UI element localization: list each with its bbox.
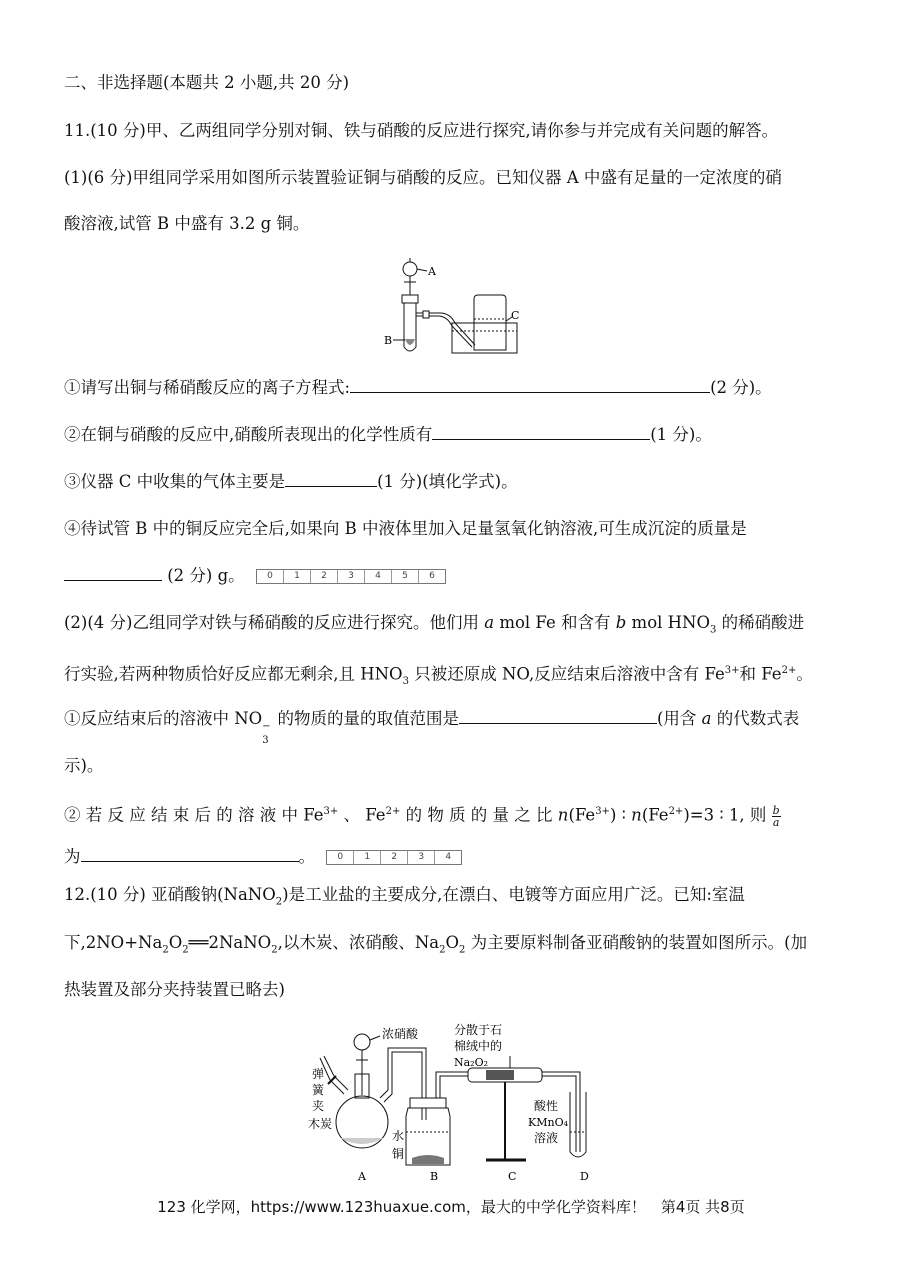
scale1-cell[interactable]: 1 bbox=[284, 570, 311, 583]
q11-sub2-score: (1 分)。 bbox=[650, 425, 712, 444]
scale1-cell[interactable]: 5 bbox=[392, 570, 419, 583]
page-footer: 123 化学网，https://www.123huaxue.com，最大的中学化学资料库！ 第4页 共8页 bbox=[157, 1198, 745, 1216]
label-solution: 溶液 bbox=[534, 1131, 559, 1145]
q11-apparatus-figure bbox=[380, 255, 530, 365]
label-asbestos-1: 分散于石 bbox=[454, 1023, 503, 1037]
q11-part2-sub2-line1: ② 若 反 应 结 束 后 的 溶 液 中 $Fe^{3+}$ 、 $Fe^{2+}$ 的 物 质 的 量 之 比 $n(Fe^{3+})$ ∶ $n(Fe^{2+})=3$ ∶ 1, 则 $\frac{b}{a}$ bbox=[64, 803, 780, 829]
q11-sub4-line1: ④待试管 B 中的铜反应完全后,如果向 B 中液体里加入足量氢氧化钠溶液,可生成沉淀的质量是 bbox=[64, 519, 747, 538]
q11-sub3-score: (1 分)(填化学式)。 bbox=[377, 472, 518, 491]
q12-line3: 热装置及部分夹持装置已略去) bbox=[64, 980, 285, 999]
label-a: A bbox=[428, 265, 436, 278]
q11-sub1 bbox=[64, 376, 772, 399]
scale1-cell[interactable]: 2 bbox=[311, 570, 338, 583]
q12-apparatus-figure bbox=[300, 1020, 620, 1185]
q11-part2-sub2-answer-blank[interactable] bbox=[81, 845, 299, 862]
q11-sub4-answer-blank[interactable] bbox=[64, 564, 162, 581]
fraction-b-over-a: $\frac{b}{a}$ bbox=[772, 803, 780, 829]
score-scale-2 bbox=[326, 850, 462, 865]
scale2-cell[interactable]: 0 bbox=[327, 851, 354, 864]
label-asbestos-2: 棉绒中的 bbox=[454, 1039, 503, 1053]
label-na2o2: Na₂O₂ bbox=[454, 1056, 489, 1069]
scale1-cell[interactable]: 6 bbox=[429, 571, 435, 581]
q11-part2-sub1-answer-blank[interactable] bbox=[459, 707, 657, 724]
label-c: C bbox=[508, 1170, 517, 1183]
scale2-cell[interactable]: 1 bbox=[354, 851, 381, 864]
label-copper: 铜 bbox=[392, 1147, 405, 1161]
q11-sub4-score: (2 分) g。 bbox=[167, 566, 245, 585]
q11-sub1-answer-blank[interactable] bbox=[350, 376, 710, 393]
q11-sub1-score: (2 分)。 bbox=[710, 378, 772, 397]
q12-line1: 12.(10 分) 亚硝酸钠(NaNO$_2$)是工业盐的主要成分,在漂白、电镀等方面应用广泛。已知:室温 bbox=[64, 885, 745, 908]
q11-part2-line1: (2)(4 分)乙组同学对铁与稀硝酸的反应进行探究。他们用 a mol Fe 和含有 b mol $HNO_3$ 的稀硝酸进 bbox=[64, 613, 805, 636]
scale1-cell[interactable]: 4 bbox=[365, 570, 392, 583]
q12-line2: 下$,2NO+Na_2O_2══2NaNO_2$,以木炭、浓硝酸、$Na_2O_2$ 为主要原料制备亚硝酸钠的装置如图所示。(加 bbox=[64, 933, 808, 956]
label-kmno4: KMnO₄ bbox=[528, 1116, 568, 1129]
q11-part2-sub1-line2: 示)。 bbox=[64, 756, 104, 775]
label-clip-1: 弹 bbox=[312, 1067, 325, 1081]
q11-sub2-text: ②在铜与硝酸的反应中,硝酸所表现出的化学性质有 bbox=[64, 425, 433, 444]
scale1-cell[interactable]: 3 bbox=[338, 570, 365, 583]
label-water: 水 bbox=[392, 1129, 405, 1143]
q11-sub3-answer-blank[interactable] bbox=[285, 470, 377, 487]
q11-part1-line2: 酸溶液,试管 B 中盛有 3.2 g 铜。 bbox=[64, 214, 310, 233]
q11-sub4-line2 bbox=[64, 564, 446, 587]
q11-part2-sub2-line2: 为 。 0 1 2 3 4 bbox=[64, 845, 462, 868]
label-b: B bbox=[430, 1170, 439, 1183]
scale2-cell[interactable]: 3 bbox=[408, 851, 435, 864]
q11-stem: 11.(10 分)甲、乙两组同学分别对铜、铁与硝酸的反应进行探究,请你参与并完成有关问题的解答。 bbox=[64, 121, 779, 140]
label-clip-2: 簧 bbox=[312, 1083, 325, 1097]
label-charcoal: 木炭 bbox=[308, 1117, 333, 1131]
q11-sub1-text: ①请写出铜与稀硝酸反应的离子方程式: bbox=[64, 378, 351, 397]
label-a: A bbox=[358, 1170, 366, 1183]
section-title: 二、非选择题(本题共 2 小题,共 20 分) bbox=[64, 73, 350, 92]
q11-part2-line2: 行实验,若两种物质恰好反应都无剩余,且 $HNO_3$ 只被还原成 NO,反应结束后溶液中含有 $Fe^{3+}$和 $Fe^{2+}$。 bbox=[64, 664, 813, 687]
label-b: B bbox=[384, 334, 393, 347]
q11-sub2-answer-blank[interactable] bbox=[432, 423, 650, 440]
label-acidic: 酸性 bbox=[534, 1099, 559, 1113]
scale1-cell[interactable]: 0 bbox=[257, 570, 284, 583]
label-conc-acid: 浓硝酸 bbox=[382, 1027, 419, 1041]
scale2-cell[interactable]: 2 bbox=[381, 851, 408, 864]
label-d: D bbox=[580, 1170, 589, 1183]
q11-sub2 bbox=[64, 423, 712, 446]
scale2-cell[interactable]: 4 bbox=[445, 852, 452, 862]
q11-sub3 bbox=[64, 470, 518, 493]
label-clip-3: 夹 bbox=[312, 1099, 325, 1113]
q11-part2-sub1-line1: ①反应结束后的溶液中 NO − 3 的物质的量的取值范围是 (用含 a 的代数式表 bbox=[64, 709, 800, 746]
label-c: C bbox=[511, 309, 520, 322]
q11-sub3-text: ③仪器 C 中收集的气体主要是 bbox=[64, 472, 286, 491]
score-scale-1 bbox=[256, 569, 446, 584]
q11-part1-line1: (1)(6 分)甲组同学采用如图所示装置验证铜与硝酸的反应。已知仪器 A 中盛有足量的一定浓度的硝 bbox=[64, 168, 782, 187]
